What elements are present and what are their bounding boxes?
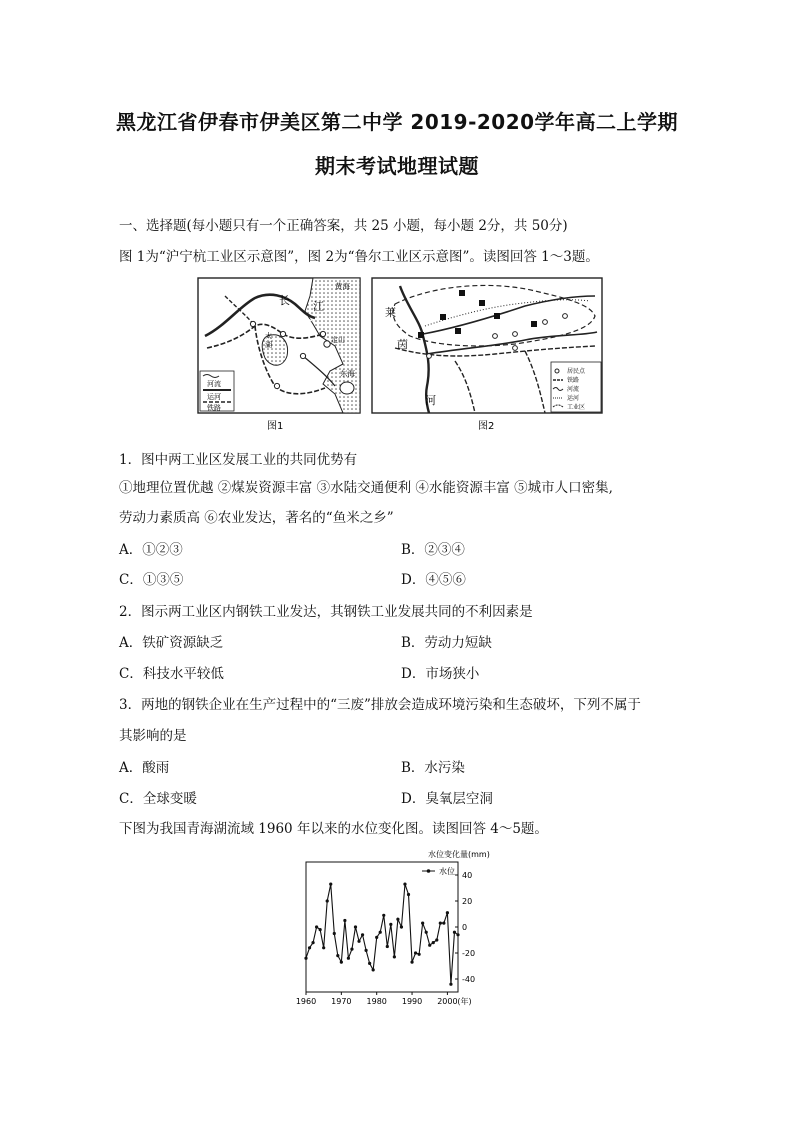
data-point	[393, 955, 396, 958]
data-point	[410, 961, 413, 964]
data-point	[442, 922, 445, 925]
figure2-caption: 图2	[478, 421, 495, 432]
label-huanghai: 黄海	[335, 282, 350, 291]
data-point	[340, 961, 343, 964]
x-axis-unit-label: (年)	[457, 997, 472, 1006]
figure1-caption: 图1	[267, 421, 284, 432]
data-point	[311, 941, 314, 944]
y-tick-label: -40	[462, 975, 476, 984]
q2-option-b[interactable]: B．劳动力短缺	[401, 635, 492, 651]
chart-plot-frame	[306, 862, 458, 992]
data-point	[418, 953, 421, 956]
label-taihu-2: 湖	[265, 341, 272, 349]
data-point	[449, 983, 452, 986]
data-point	[329, 883, 332, 886]
data-point	[375, 936, 378, 939]
figure2-map	[372, 278, 602, 413]
q2-stem: 2．图示两工业区内钢铁工业发达，其钢铁工业发展共同的不利因素是	[119, 604, 533, 620]
data-point	[407, 893, 410, 896]
legend1-river: 河流	[207, 380, 221, 388]
legend2-settlement: 居民点	[567, 368, 586, 375]
data-point	[304, 957, 307, 960]
q1-option-a[interactable]: A．①②③	[119, 542, 183, 558]
y-tick-label: 20	[462, 897, 473, 906]
y-tick-label: -20	[462, 949, 476, 958]
data-point	[322, 946, 325, 949]
legend1-canal: 运河	[207, 393, 221, 401]
data-point	[361, 933, 364, 936]
figure1-map	[198, 278, 360, 413]
chart-y-axis-label: 水位变化量(mm)	[428, 850, 490, 859]
data-point	[326, 899, 329, 902]
data-point	[403, 883, 406, 886]
q1-statements-1: ①地理位置优越 ②煤炭资源丰富 ③水陆交通便利 ④水能资源丰富 ⑤城市人口密集,	[119, 480, 613, 496]
data-point	[347, 957, 350, 960]
doc-title-line1: 黑龙江省伊春市伊美区第二中学 2019-2020学年高二上学期	[115, 110, 679, 134]
legend2-industrial: 工业区	[567, 404, 586, 411]
data-point	[386, 945, 389, 948]
data-point	[446, 911, 449, 914]
label-dinghai: 定山	[331, 336, 345, 344]
q1-statements-2: 劳动力素质高 ⑥农业发达，著名的“鱼米之乡”	[119, 510, 394, 526]
x-tick-label: 1990	[401, 997, 423, 1006]
water-level-chart	[290, 842, 510, 1012]
q1-option-c[interactable]: C．①③⑤	[119, 572, 184, 588]
data-point	[425, 931, 428, 934]
data-point	[432, 941, 435, 944]
data-point	[421, 922, 424, 925]
data-point	[364, 949, 367, 952]
data-point	[456, 933, 459, 936]
data-point	[333, 932, 336, 935]
legend1-railway: 铁路	[207, 404, 221, 412]
q3-option-b[interactable]: B．水污染	[401, 760, 465, 776]
q3-stem-cont: 其影响的是	[119, 728, 187, 744]
data-point	[350, 948, 353, 951]
legend2-river: 河流	[567, 386, 580, 393]
label-changjiang-1: 长	[279, 294, 290, 307]
x-tick-label: 1970	[331, 997, 352, 1006]
figure-maps	[195, 276, 605, 436]
data-point	[414, 951, 417, 954]
label-taihu-1: 太	[265, 332, 272, 340]
data-point	[368, 962, 371, 965]
label-yin: 茵	[397, 338, 408, 351]
series-water-level-line	[306, 884, 458, 984]
data-point	[343, 919, 346, 922]
q1-stem: 1．图中两工业区发展工业的共同优势有	[119, 452, 358, 468]
intro-questions-4-5: 下图为我国青海湖流域 1960 年以来的水位变化图。读图回答 4～5题。	[119, 821, 548, 837]
data-point	[354, 925, 357, 928]
data-point	[382, 914, 385, 917]
q2-option-c[interactable]: C．科技水平较低	[119, 666, 224, 682]
q2-option-d[interactable]: D．市场狭小	[401, 666, 480, 682]
data-point	[336, 954, 339, 957]
legend2-railway: 铁路	[567, 377, 580, 384]
x-tick-label: 1980	[366, 997, 387, 1006]
doc-title-line2: 期末考试地理试题	[315, 154, 479, 178]
label-changjiang-2: 江	[313, 300, 324, 313]
label-lai: 莱	[385, 306, 396, 319]
data-point	[400, 925, 403, 928]
data-point	[372, 968, 375, 971]
y-tick-label: 40	[462, 871, 473, 880]
q3-option-c[interactable]: C．全球变暖	[119, 791, 197, 807]
x-tick-label: 2000	[437, 997, 458, 1006]
data-point	[315, 925, 318, 928]
data-point	[453, 931, 456, 934]
x-tick-label: 1960	[295, 997, 317, 1006]
q1-option-d[interactable]: D．④⑤⑥	[401, 572, 466, 588]
q2-option-a[interactable]: A．铁矿资源缺乏	[119, 635, 224, 651]
q3-stem: 3．两地的钢铁企业在生产过程中的“三废”排放会造成环境污染和生态破坏，下列不属于	[119, 697, 641, 713]
data-point	[308, 946, 311, 949]
legend-marker	[427, 869, 431, 873]
q3-option-d[interactable]: D．臭氧层空洞	[401, 791, 493, 807]
q3-option-a[interactable]: A．酸雨	[119, 760, 170, 776]
data-point	[439, 922, 442, 925]
data-point	[357, 940, 360, 943]
label-he: 河	[425, 394, 436, 407]
data-point	[428, 944, 431, 947]
section-heading: 一、选择题(每小题只有一个正确答案，共 25 小题，每小题 2分，共 50分)	[119, 218, 568, 234]
intro-questions-1-3: 图 1为“沪宁杭工业区示意图”，图 2为“鲁尔工业区示意图”。读图回答 1～3题。	[119, 249, 599, 265]
q1-option-b[interactable]: B．②③④	[401, 542, 465, 558]
data-point	[379, 931, 382, 934]
data-point	[396, 918, 399, 921]
legend-label: 水位	[439, 867, 455, 876]
data-point	[389, 923, 392, 926]
data-point	[319, 928, 322, 931]
legend2-canal: 运河	[567, 395, 580, 402]
y-tick-label: 0	[462, 923, 468, 932]
data-point	[435, 938, 438, 941]
label-donghai: 东海	[340, 369, 355, 378]
